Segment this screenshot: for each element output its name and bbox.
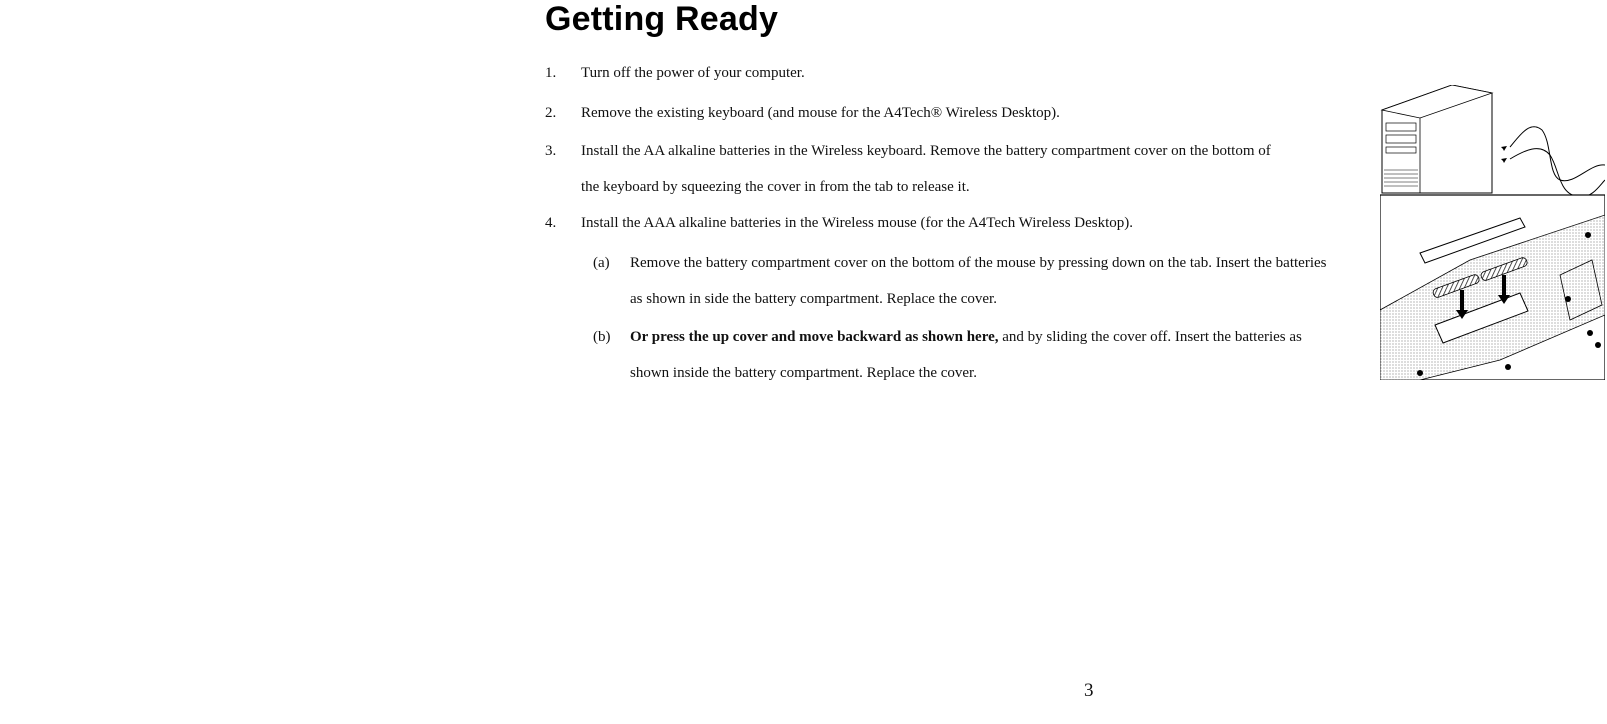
step-text: Remove the existing keyboard (and mouse for the A4Tech® Wireless Desktop). (581, 105, 1060, 121)
substep-text: Remove the battery compartment cover on the bottom of the mouse by pressing down on the tab. Insert the batteries (630, 255, 1327, 271)
substep-rest: and by sliding the cover off. Insert the batteries as (998, 329, 1302, 345)
step-text-continued: the keyboard by squeezing the cover in from the tab to release it. (581, 179, 970, 195)
step-number: 2. (545, 105, 557, 121)
keyboard-bottom-drawing (1380, 195, 1605, 380)
step-number: 1. (545, 65, 557, 81)
step-text: Turn off the power of your computer. (581, 65, 805, 81)
substep-text (630, 328, 1302, 346)
substep-text-continued: as shown in side the battery compartment. Replace the cover. (630, 291, 997, 307)
step-text: Install the AA alkaline batteries in the Wireless keyboard. Remove the battery compartment cover on the bottom of (581, 143, 1271, 159)
page-title: Getting Ready (545, 0, 779, 38)
computer-tower-drawing (1382, 85, 1605, 197)
substep-text-continued: shown inside the battery compartment. Replace the cover. (630, 365, 977, 381)
page-number: 3 (1084, 680, 1094, 701)
step-number: 3. (545, 143, 557, 159)
substep-label: (a) (593, 255, 610, 271)
step-number: 4. (545, 215, 557, 231)
substep-bold-lead: Or press the up cover and move backward as shown here, (630, 329, 999, 345)
substep-label: (b) (593, 329, 611, 345)
battery-installation-illustration (1380, 85, 1605, 380)
step-text: Install the AAA alkaline batteries in the Wireless mouse (for the A4Tech Wireless Desktop). (581, 215, 1134, 231)
